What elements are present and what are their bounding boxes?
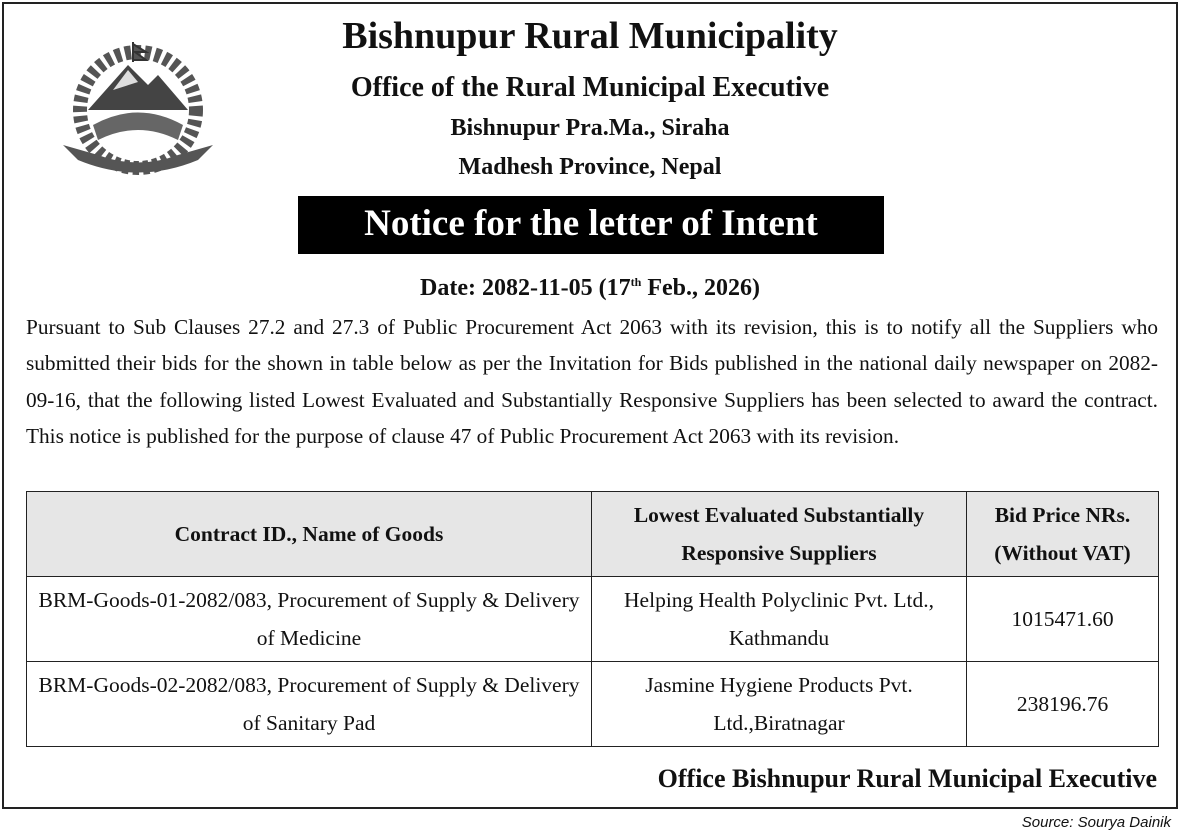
table-header-row	[27, 492, 1159, 577]
header-supplier: Lowest Evaluated Substantially Responsive Suppliers	[592, 492, 967, 577]
award-table	[26, 491, 1159, 747]
date-sup: th	[630, 275, 642, 289]
header-contract: Contract ID., Name of Goods	[27, 492, 592, 577]
office-name: Office of the Rural Municipal Executive	[350, 72, 830, 103]
cell-contract: BRM-Goods-02-2082/083, Procurement of Supply & Delivery of Sanitary Pad	[27, 662, 592, 747]
province: Madhesh Province, Nepal	[458, 154, 722, 180]
notice-banner: Notice for the letter of Intent	[298, 196, 884, 254]
cell-supplier: Helping Health Polyclinic Pvt. Ltd., Kathmandu	[592, 577, 967, 662]
cell-contract: BRM-Goods-01-2082/083, Procurement of Supply & Delivery of Medicine	[27, 577, 592, 662]
notice-body: Pursuant to Sub Clauses 27.2 and 27.3 of Public Procurement Act 2063 with its revision, this is to notify all the Suppliers who submitted their bids for the shown in table below as per the Invitation for Bids published in the national daily newspaper on 2082-09-16, that the following listed Lowest Evaluated and Substantially Responsive Suppliers has been selected to award the contract. This notice is published for the purpose of clause 47 of Public Procurement Act 2063 with its revision.	[26, 315, 1158, 448]
notice-date	[290, 275, 890, 302]
source-credit: Source: Sourya Dainik	[1021, 814, 1171, 831]
date-prefix: Date: 2082-11-05 (17	[420, 275, 631, 301]
municipality-title: Bishnupur Rural Municipality	[342, 15, 838, 57]
signatory: Office Bishnupur Rural Municipal Executive	[657, 764, 1157, 793]
header-price: Bid Price NRs. (Without VAT)	[967, 492, 1159, 577]
date-suffix: Feb., 2026)	[641, 275, 760, 301]
table-row	[27, 662, 1159, 747]
table-row	[27, 577, 1159, 662]
cell-supplier: Jasmine Hygiene Products Pvt. Ltd.,Biratnagar	[592, 662, 967, 747]
cell-price: 1015471.60	[967, 577, 1159, 662]
cell-price: 238196.76	[967, 662, 1159, 747]
office-address: Bishnupur Pra.Ma., Siraha	[450, 115, 730, 141]
nepal-emblem-icon	[58, 40, 218, 180]
